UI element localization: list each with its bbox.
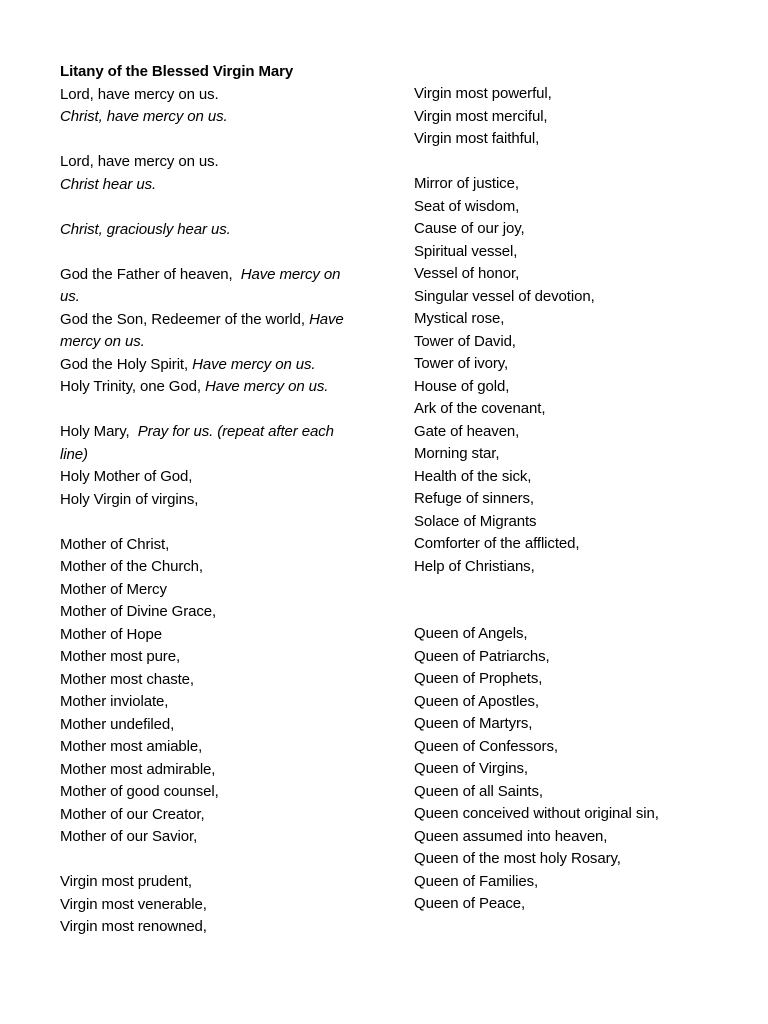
response-text: Pray for us. (repeat after each line) [60, 423, 334, 463]
litany-line: Ark of the covenant, [414, 400, 546, 417]
litany-line: Comforter of the afflicted, [414, 535, 580, 552]
litany-line: Solace of Migrants [414, 512, 537, 530]
litany-line: Mirror of justice, [414, 175, 519, 192]
invocation-holy-mary [60, 421, 360, 466]
response-text: Have mercy on us. [192, 355, 316, 373]
litany-line: Singular vessel of devotion, [414, 287, 595, 305]
litany-line: Virgin most merciful, [414, 107, 548, 125]
invocation-son [60, 309, 360, 354]
litany-line: Spiritual vessel, [414, 242, 518, 260]
litany-line: Queen of Prophets, [414, 670, 543, 687]
litany-line: Seat of wisdom, [414, 197, 520, 215]
litany-line: Health of the sick, [414, 467, 532, 485]
left-column [60, 61, 360, 939]
litany-line: Gate of heaven, [414, 422, 520, 440]
litany-line: Morning star, [414, 445, 500, 462]
spacer [60, 129, 360, 152]
litany-line: Mother most admirable, [60, 760, 216, 778]
invocation-text: God the Son, Redeemer of the world, [60, 310, 305, 328]
litany-line: Holy Mother of God, [60, 468, 193, 485]
litany-line: Virgin most prudent, [60, 873, 192, 890]
right-column [414, 83, 754, 916]
litany-line: Mother of Hope [60, 625, 162, 643]
litany-line: Queen of Peace, [414, 895, 526, 912]
invocation-text: Holy Trinity, one God, [60, 378, 201, 395]
litany-line: Mother inviolate, [60, 693, 169, 710]
litany-line: Virgin most faithful, [414, 130, 540, 147]
spacer [60, 196, 360, 219]
spacer [60, 241, 360, 264]
litany-line: Queen of Patriarchs, [414, 647, 550, 665]
spacer [414, 578, 754, 623]
litany-line: Queen of the most holy Rosary, [414, 850, 621, 867]
litany-line: Queen conceived without original sin, [414, 805, 659, 822]
litany-line: Mother most chaste, [60, 670, 194, 688]
litany-line: Tower of David, [414, 332, 516, 350]
litany-line: Mother most pure, [60, 648, 181, 665]
litany-line: Queen assumed into heaven, [414, 827, 608, 845]
invocation-spirit [60, 354, 360, 377]
litany-line: Vessel of honor, [414, 265, 520, 282]
spacer [60, 511, 360, 534]
spacer [60, 399, 360, 422]
kyrie-line-2: Christ, have mercy on us. [60, 108, 228, 125]
litany-line: Mother of our Creator, [60, 805, 205, 823]
litany-line: Refuge of sinners, [414, 490, 534, 507]
litany-line: Mother most amiable, [60, 738, 203, 755]
response-text: Have mercy on us. [60, 265, 341, 305]
kyrie-line-1: Lord, have mercy on us. [60, 85, 219, 103]
invocation-text: God the Holy Spirit, [60, 355, 189, 373]
litany-line: Queen of all Saints, [414, 782, 543, 800]
kyrie-line-4: Christ hear us. [60, 175, 157, 193]
response-text: Have mercy on us. [60, 310, 344, 350]
document-title: Litany of the Blessed Virgin Mary [60, 63, 294, 80]
invocation-father [60, 264, 360, 309]
litany-line: Virgin most venerable, [60, 895, 207, 913]
litany-line: Queen of Angels, [414, 625, 528, 642]
litany-line: Tower of ivory, [414, 355, 509, 372]
invocation-text: God the Father of heaven, [60, 265, 233, 283]
litany-line: Queen of Families, [414, 872, 539, 890]
litany-line: Queen of Confessors, [414, 737, 558, 755]
litany-line: Mother of Christ, [60, 535, 170, 553]
litany-line: Mother of our Savior, [60, 828, 198, 845]
litany-line: Mother of good counsel, [60, 783, 219, 800]
response-text: Have mercy on us. [205, 378, 329, 395]
litany-line: House of gold, [414, 377, 510, 395]
spacer [414, 151, 754, 174]
litany-line: Mother of the Church, [60, 558, 203, 575]
litany-line: Holy Virgin of virgins, [60, 490, 199, 508]
litany-line: Virgin most powerful, [414, 85, 552, 102]
litany-line: Mother undefiled, [60, 715, 175, 733]
invocation-text: Holy Mary, [60, 423, 130, 440]
kyrie-line-3: Lord, have mercy on us. [60, 153, 219, 170]
litany-line: Queen of Martyrs, [414, 715, 533, 732]
litany-line: Mother of Mercy [60, 580, 167, 598]
litany-line: Queen of Virgins, [414, 760, 528, 777]
invocation-trinity [60, 376, 360, 399]
kyrie-line-5: Christ, graciously hear us. [60, 220, 231, 238]
litany-line: Mother of Divine Grace, [60, 603, 217, 620]
litany-line: Virgin most renowned, [60, 918, 207, 935]
litany-line: Help of Christians, [414, 557, 535, 575]
litany-line: Cause of our joy, [414, 220, 525, 237]
litany-line: Queen of Apostles, [414, 692, 539, 710]
spacer [60, 849, 360, 872]
litany-line: Mystical rose, [414, 310, 505, 327]
